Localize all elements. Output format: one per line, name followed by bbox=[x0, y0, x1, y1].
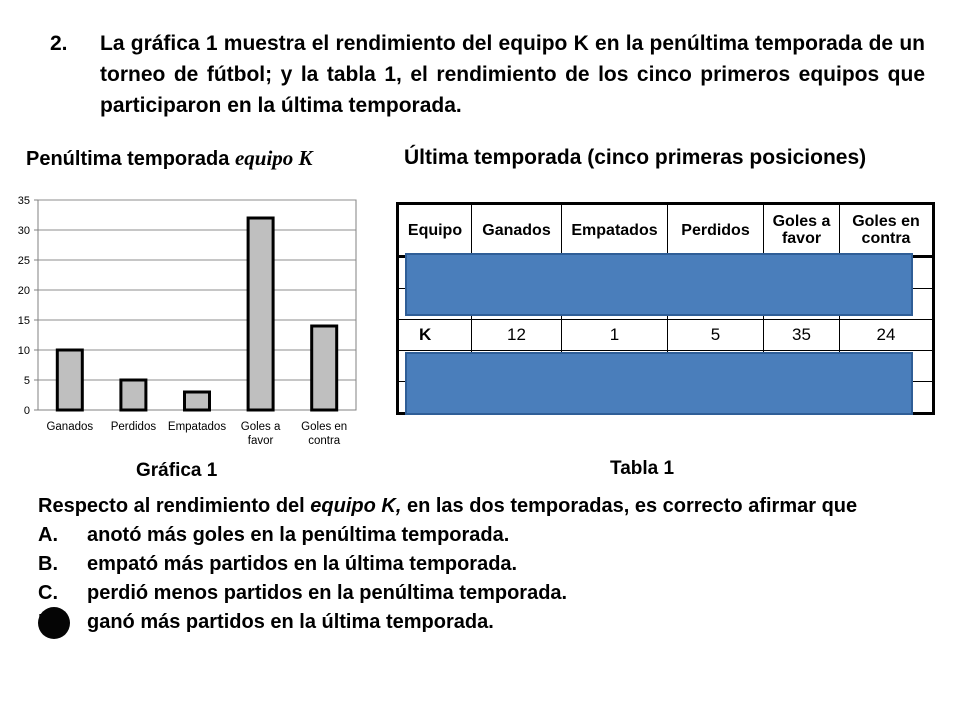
chart-caption: Gráfica 1 bbox=[136, 460, 218, 481]
x-tick-label bbox=[241, 421, 281, 447]
question-text: La gráfica 1 muestra el rendimiento del equipo K en la penúltima temporada de un torneo de fútbol; y la tabla 1, el rendimiento de los cinco primeros equipos que participaron en la última temporada. bbox=[100, 32, 925, 117]
bar-perdidos bbox=[121, 380, 146, 410]
bar-goles-en-contra bbox=[312, 326, 337, 410]
header-equipo: Equipo bbox=[398, 204, 472, 257]
bar-chart bbox=[0, 185, 380, 460]
header-goles-favor: Goles a favor bbox=[764, 204, 840, 257]
redaction-box-top bbox=[405, 253, 913, 316]
table-row-k bbox=[398, 320, 934, 351]
header-perdidos: Perdidos bbox=[668, 204, 764, 257]
option-d[interactable] bbox=[38, 608, 938, 637]
y-tick-label: 20 bbox=[17, 285, 30, 297]
x-tick-label-line: favor bbox=[247, 435, 274, 447]
x-tick-label-line: Perdidos bbox=[110, 421, 157, 433]
cell-goles-contra: 24 bbox=[840, 320, 934, 351]
cell-goles-favor: 35 bbox=[764, 320, 840, 351]
table-caption: Tabla 1 bbox=[610, 458, 675, 479]
question-number: 2. bbox=[50, 32, 68, 55]
header-goles-contra: Goles en contra bbox=[840, 204, 934, 257]
x-tick-label bbox=[168, 421, 226, 433]
x-tick-label bbox=[111, 421, 157, 433]
option-a[interactable] bbox=[38, 521, 938, 550]
y-tick-label: 15 bbox=[17, 315, 30, 327]
plot-area bbox=[38, 200, 356, 410]
header-empatados: Empatados bbox=[562, 204, 668, 257]
x-tick-label-line: contra bbox=[308, 435, 341, 447]
cell-equipo: K bbox=[398, 320, 472, 351]
bar-ganados bbox=[57, 350, 82, 410]
header-ganados: Ganados bbox=[472, 204, 562, 257]
y-tick-label: 5 bbox=[23, 375, 30, 387]
question-header bbox=[50, 28, 925, 121]
cell-ganados: 12 bbox=[472, 320, 562, 351]
y-tick-label: 0 bbox=[23, 405, 30, 417]
prompt-emphasis: equipo K, bbox=[310, 495, 402, 517]
cell-empatados: 1 bbox=[562, 320, 668, 351]
option-c-label: C. bbox=[38, 582, 58, 604]
y-tick-label: 10 bbox=[17, 345, 30, 357]
y-tick-label: 30 bbox=[17, 225, 30, 237]
option-b[interactable] bbox=[38, 550, 938, 579]
x-tick-label bbox=[46, 421, 93, 433]
selected-answer-marker bbox=[38, 607, 70, 639]
y-tick-label: 35 bbox=[17, 195, 30, 207]
x-tick-label-line: Ganados bbox=[46, 421, 94, 433]
chart-title bbox=[26, 146, 313, 171]
option-a-text: anotó más goles en la penúltima temporada. bbox=[87, 524, 510, 546]
cell-perdidos: 5 bbox=[668, 320, 764, 351]
option-c-text: perdió menos partidos en la penúltima temporada. bbox=[87, 582, 568, 604]
option-b-label: B. bbox=[38, 553, 58, 575]
option-b-text: empató más partidos en la última temporada. bbox=[87, 553, 518, 575]
prompt-before: Respecto al rendimiento del bbox=[38, 495, 311, 517]
x-tick-label-line: Goles a bbox=[240, 421, 281, 433]
prompt-stem bbox=[38, 492, 938, 521]
bar-empatados bbox=[185, 392, 210, 410]
table-header-row bbox=[398, 204, 934, 257]
redaction-box-bottom bbox=[405, 352, 913, 415]
question-prompt bbox=[38, 492, 938, 637]
table-title: Última temporada (cinco primeras posiciones) bbox=[404, 146, 867, 169]
option-d-text: ganó más partidos en la última temporada. bbox=[87, 611, 494, 633]
chart-title-prefix: Penúltima temporada bbox=[26, 148, 235, 170]
y-tick-label: 25 bbox=[17, 255, 30, 267]
x-tick-label-line: Goles en bbox=[301, 421, 348, 433]
x-tick-label bbox=[301, 421, 347, 447]
bar-goles-a-favor bbox=[248, 218, 273, 410]
prompt-after: en las dos temporadas, es correcto afirmar que bbox=[401, 495, 858, 517]
x-tick-label-line: Empatados bbox=[167, 421, 227, 433]
option-c[interactable] bbox=[38, 579, 938, 608]
chart-title-team: equipo K bbox=[234, 146, 313, 170]
option-a-label: A. bbox=[38, 524, 58, 546]
